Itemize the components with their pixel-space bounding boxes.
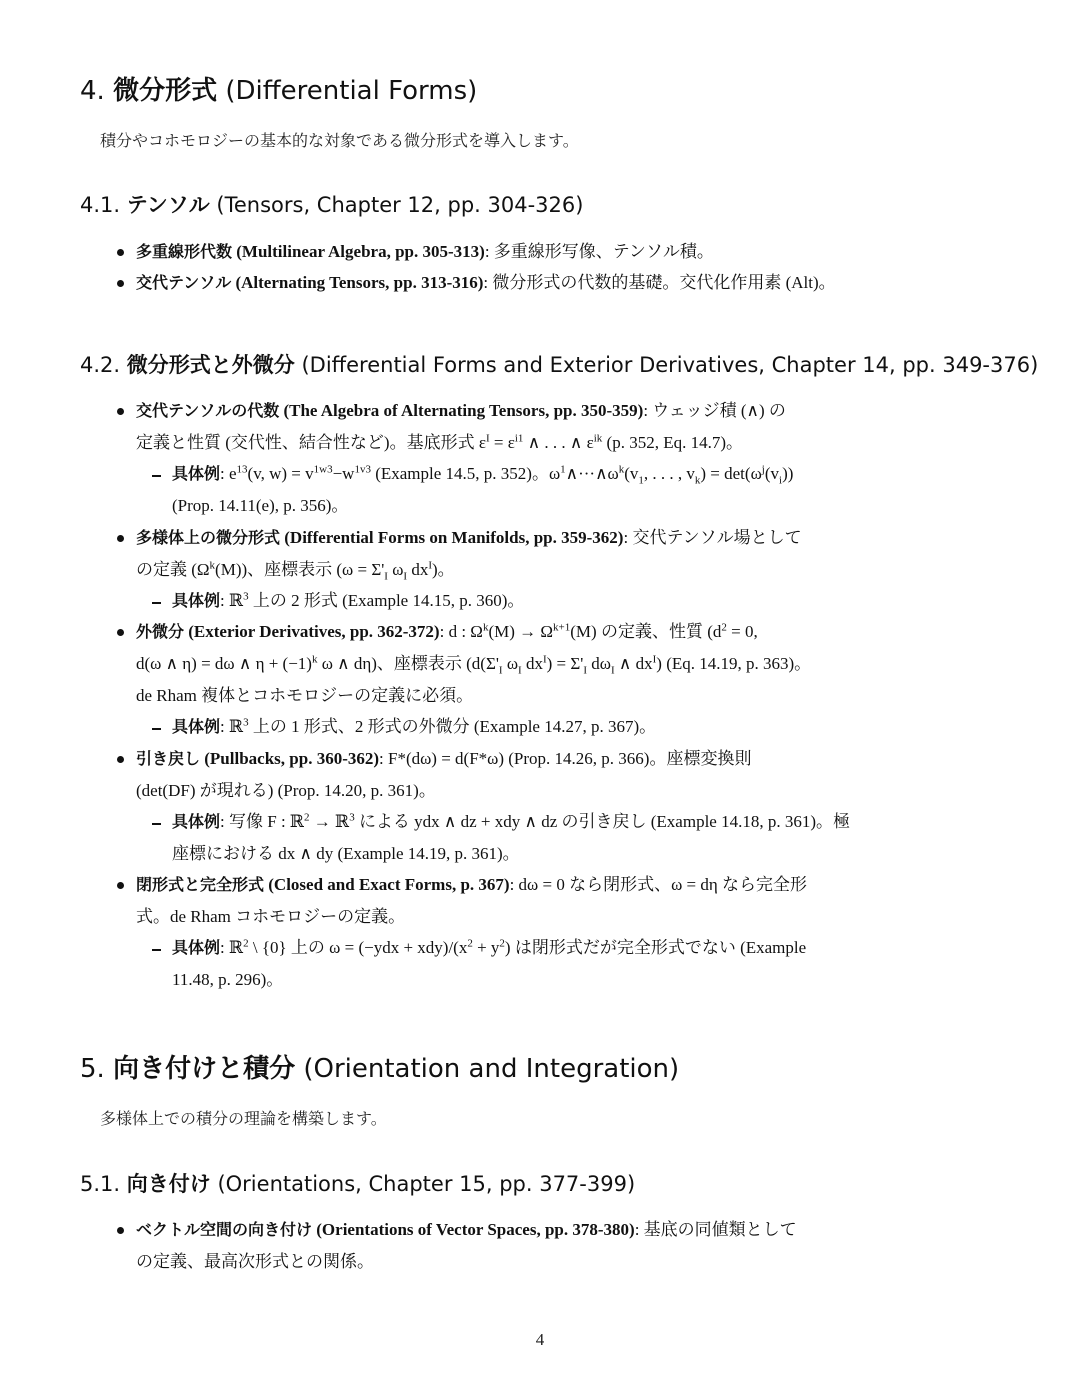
item-text-line: の定義 $(\Omega^k(M))$、座標表示 ($\omega = \Sigma'_I$ $\omega_I$ $dx^I$)。 [136, 559, 455, 583]
example-label: 具体例 [172, 464, 221, 483]
item-label-jp: 多様体上の微分形式 [136, 528, 281, 547]
list-item [136, 748, 751, 770]
item-label-en: (The Algebra of Alternating Tensors, pp. 350-359) [283, 401, 644, 420]
example-text: : 写像 F : ℝ$^2$ → ℝ$^3$ による ydx ∧ dz + xdy ∧ dz の引き戻し (Example 14.18, p. 361)。極 [220, 811, 850, 831]
list-item [136, 527, 802, 549]
example-label: 具体例 [172, 717, 221, 736]
example-text: : ℝ$^2$ \ {0} 上の $\omega = (-ydx + xdy)/(x^2 + y^2)$ は閉形式だが完全形式でない (Example [220, 937, 807, 957]
section-number: 5. [80, 1054, 105, 1084]
item-label-jp: 外微分 [136, 622, 185, 641]
dash-icon [152, 823, 161, 825]
bullet-icon [117, 629, 124, 636]
section-title-en: (Differential Forms) [225, 76, 478, 106]
item-label-en: (Multilinear Algebra, pp. 305-313) [236, 242, 485, 261]
subsection-number: 4.2. [80, 353, 121, 377]
section-number: 4. [80, 76, 105, 106]
item-text-line: de Rham 複体とコホモロジーの定義に必須。 [136, 686, 474, 705]
example-text-line: 座標における dx ∧ dy (Example 14.19, p. 361)。 [172, 844, 520, 863]
example-text-line: 11.48, p. 296)。 [172, 970, 284, 989]
example-text: : ℝ$^3$ 上の 2 形式 (Example 14.15, p. 360)。 [220, 590, 525, 610]
item-text: : 交代テンソル場として [623, 528, 802, 547]
item-text-line: の定義、最高次形式との関係。 [136, 1252, 374, 1271]
item-text: : d : $\Omega^k(M) \to \Omega^{k+1}(M)$ の定義、性質 ($d^2 = 0$, [439, 621, 758, 641]
subsection-number: 4.1. [80, 193, 121, 217]
example-label: 具体例 [172, 591, 221, 610]
item-label-jp: ベクトル空間の向き付け [136, 1220, 313, 1239]
item-label-en: (Pullbacks, pp. 360-362) [204, 749, 380, 768]
item-text-line: d(ω ∧ η) = dω ∧ $\eta + (-1)^k$ ω ∧ dη)、座標表示 ($d(\Sigma'_I$ $\omega_I$ $dx^I) = \Sigma'_I$ $d\omega_I$ ∧ $dx^I$) (Eq. 14.19, p. 363)。 [136, 653, 812, 677]
example-label: 具体例 [172, 938, 221, 957]
item-text-line: 式。de Rham コホモロジーの定義。 [136, 907, 406, 926]
item-text: : 基底の同値類として [634, 1220, 797, 1239]
item-label-en: (Differential Forms on Manifolds, pp. 359-362) [284, 528, 624, 547]
item-label-jp: 多重線形代数 [136, 242, 233, 261]
item-label-en: (Orientations of Vector Spaces, pp. 378-380) [316, 1220, 635, 1239]
subsection-heading [80, 189, 583, 219]
list-item [136, 272, 836, 294]
example-item [172, 716, 656, 738]
bullet-icon [117, 756, 124, 763]
item-label-jp: 交代テンソル [136, 273, 232, 292]
example-item [172, 937, 806, 959]
bullet-icon [117, 535, 124, 542]
item-text: : 微分形式の代数的基礎。交代化作用素 (Alt)。 [483, 273, 836, 292]
section-title-en: (Orientation and Integration) [303, 1054, 680, 1084]
item-text-line: 定義と性質 (交代性、結合性など)。基底形式 $\varepsilon^I = \varepsilon^{i1}$ ∧ . . . ∧ $\varepsilon^{ik}$ (p. 352, Eq. 14.7)。 [136, 432, 743, 452]
item-text: : F*(dω) = d(F*ω) (Prop. 14.26, p. 366)。座標変換則 [379, 749, 752, 768]
item-label-jp: 引き戻し [136, 749, 201, 768]
bullet-icon [117, 280, 124, 287]
section-heading [80, 70, 477, 107]
section-intro: 多様体上での積分の理論を構築します。 [100, 1109, 387, 1128]
list-item [136, 621, 758, 643]
subsection-title-jp: 微分形式と外微分 [126, 353, 295, 377]
section-heading [80, 1048, 679, 1085]
example-item [172, 811, 850, 833]
example-item [172, 590, 524, 612]
subsection-heading [80, 349, 1038, 379]
item-label-en: (Closed and Exact Forms, p. 367) [268, 875, 510, 894]
item-label-jp: 閉形式と完全形式 [136, 875, 265, 894]
subsection-title-en: (Tensors, Chapter 12, pp. 304-326) [216, 193, 584, 217]
bullet-icon [117, 1227, 124, 1234]
item-label-jp: 交代テンソルの代数 [136, 401, 280, 420]
bullet-icon [117, 882, 124, 889]
example-label: 具体例 [172, 812, 221, 831]
example-text: : $e^{13}(v$, $w) = v^{1w3}-w^{1v3}$ (Example 14.5, p. 352)。$\omega^1\wedge\cdot\cdot\cdot\wedge\omega^k(v_1$, . . . , $v_k) = \det(\omega^j(v_i))$ [220, 463, 794, 487]
subsection-title-en: (Differential Forms and Exterior Derivatives, Chapter 14, pp. 349-376) [301, 353, 1039, 377]
item-label-en: (Alternating Tensors, pp. 313-316) [235, 273, 484, 292]
example-item [172, 463, 793, 485]
item-text: : ウェッジ積 (∧) の [643, 401, 786, 420]
subsection-title-en: (Orientations, Chapter 15, pp. 377-399) [217, 1172, 636, 1196]
example-text-line: (Prop. 14.11(e), p. 356)。 [172, 496, 349, 515]
dash-icon [152, 949, 161, 951]
dash-icon [152, 602, 161, 604]
section-intro: 積分やコホモロジーの基本的な対象である微分形式を導入します。 [100, 131, 579, 150]
item-label-en: (Exterior Derivatives, pp. 362-372) [188, 622, 440, 641]
page-number: 4 [535, 1330, 545, 1349]
item-text: : 多重線形写像、テンソル積。 [484, 242, 714, 261]
subsection-title-jp: テンソル [126, 193, 210, 217]
item-text-line: (det(DF) が現れる) (Prop. 14.20, p. 361)。 [136, 781, 436, 800]
list-item [136, 400, 786, 422]
subsection-title-jp: 向き付け [126, 1172, 211, 1196]
subsection-heading [80, 1168, 635, 1198]
list-item [136, 1219, 797, 1241]
dash-icon [152, 475, 161, 477]
section-title-jp: 微分形式 [113, 76, 218, 106]
list-item [136, 874, 807, 896]
bullet-icon [117, 408, 124, 415]
subsection-number: 5.1. [80, 1172, 121, 1196]
example-text: : ℝ$^3$ 上の 1 形式、2 形式の外微分 (Example 14.27, p. 367)。 [220, 716, 657, 736]
list-item [136, 241, 714, 263]
bullet-icon [117, 249, 124, 256]
dash-icon [152, 728, 161, 730]
item-text: : dω = 0 なら閉形式、ω = dη なら完全形 [509, 875, 807, 894]
section-title-jp: 向き付けと積分 [113, 1054, 296, 1084]
